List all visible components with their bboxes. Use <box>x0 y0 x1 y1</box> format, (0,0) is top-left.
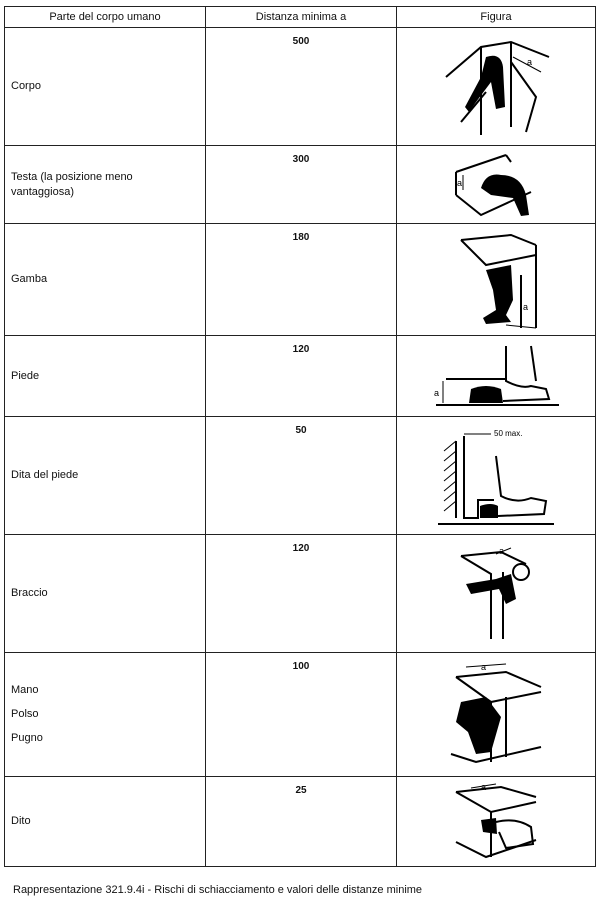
dimension-label: a <box>481 781 487 792</box>
body-part-label: Gamba <box>11 273 48 285</box>
header-distance: Distanza minima a <box>206 7 397 28</box>
figure-cell <box>397 417 596 535</box>
figure-cell <box>397 777 596 867</box>
header-part: Parte del corpo umano <box>5 7 206 28</box>
body-part-label: Dito <box>11 815 31 827</box>
table-row <box>5 28 596 146</box>
figure-cell <box>397 336 596 417</box>
table-row <box>5 146 596 224</box>
dimension-label: a <box>434 388 440 398</box>
body-part-cell <box>5 653 206 777</box>
table-row <box>5 653 596 777</box>
max-label: 50 max. <box>494 428 523 438</box>
finger-crush-figure-icon <box>451 782 541 862</box>
foot-crush-figure-icon <box>431 341 561 411</box>
body-part-label: Testa (la posizione meno <box>11 170 133 183</box>
figure-cell <box>397 535 596 653</box>
body-part-cell <box>5 777 206 867</box>
body-part-label: Pugno <box>11 732 43 744</box>
figure-cell <box>397 224 596 336</box>
body-part-label: Dita del piede <box>11 469 79 481</box>
body-part-cell <box>5 417 206 535</box>
body-part-cell <box>5 535 206 653</box>
body-part-label: Corpo <box>11 80 41 92</box>
body-part-label: vantaggiosa) <box>11 185 74 198</box>
leg-crush-figure-icon <box>451 230 541 330</box>
table-row <box>5 224 596 336</box>
min-distance-table <box>4 6 596 867</box>
distance-value: 300 <box>206 146 397 224</box>
toes-crush-figure-icon <box>436 426 556 526</box>
hand-crush-figure-icon <box>446 662 546 767</box>
figure-cell <box>397 146 596 224</box>
table-row <box>5 336 596 417</box>
header-figure: Figura <box>397 7 596 28</box>
figure-cell <box>397 653 596 777</box>
distance-value: 25 <box>206 777 397 867</box>
dimension-label: a <box>457 177 463 188</box>
figure-cell <box>397 28 596 146</box>
body-part-label: Piede <box>11 369 40 382</box>
table-row <box>5 535 596 653</box>
dimension-label: a <box>481 662 487 672</box>
table-header-row <box>5 7 596 28</box>
dimension-label: a <box>527 56 533 67</box>
distance-value: 120 <box>206 535 397 653</box>
distance-value: 180 <box>206 224 397 336</box>
arm-crush-figure-icon <box>451 544 541 644</box>
body-part-label: Polso <box>11 708 39 720</box>
body-part-label: Braccio <box>11 587 48 599</box>
body-crush-figure-icon <box>441 37 551 137</box>
distance-value: 500 <box>206 28 397 146</box>
distance-value: 50 <box>206 417 397 535</box>
body-part-cell <box>5 146 206 224</box>
table-row <box>5 417 596 535</box>
body-part-label: Mano <box>11 684 39 696</box>
distance-value: 100 <box>206 653 397 777</box>
figure-caption: Rappresentazione 321.9.4i - Rischi di schiacciamento e valori delle distanze minime <box>13 884 423 896</box>
head-crush-figure-icon <box>451 150 541 220</box>
table-row <box>5 777 596 867</box>
dimension-label: a <box>523 301 529 312</box>
body-part-cell <box>5 336 206 417</box>
dimension-label: a <box>499 545 505 556</box>
body-part-cell <box>5 28 206 146</box>
body-part-cell <box>5 224 206 336</box>
distance-value: 120 <box>206 336 397 417</box>
